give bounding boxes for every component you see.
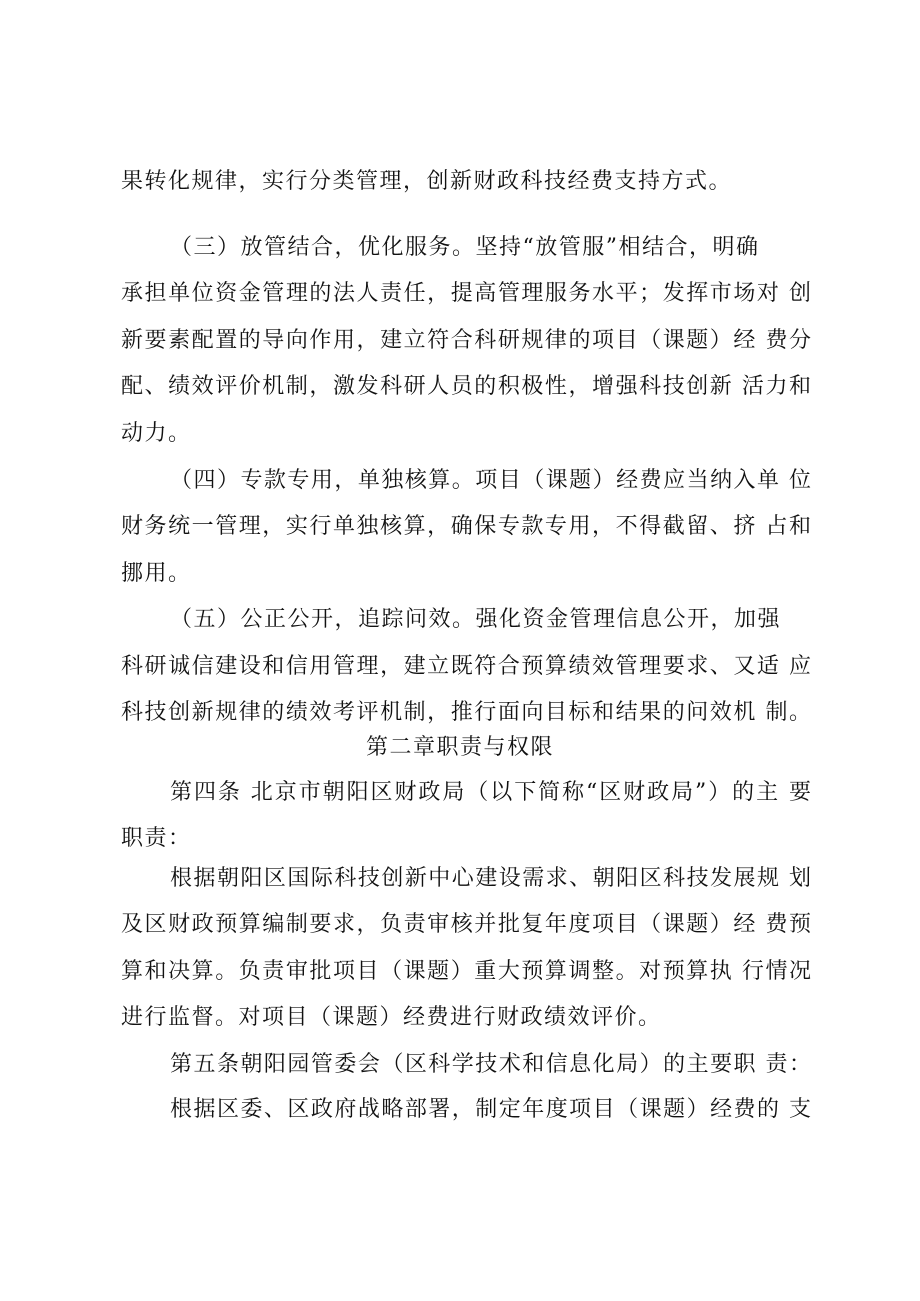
paragraph-line: 职责：: [121, 826, 192, 851]
paragraph-line: 算和决算。负责审批项目（课题）重大预算调整。对预算执 行情况: [121, 959, 811, 984]
paragraph-line: （五）公正公开，追踪问效。强化资金管理信息公开，加强: [170, 607, 782, 632]
paragraph-line: 承担单位资金管理的法人责任，提高管理服务水平；发挥市场对 创: [121, 281, 811, 306]
paragraph-line: （三）放管结合，优化服务。坚持“放管服”相结合，明确: [170, 235, 760, 260]
paragraph-line: 第四条 北京市朝阳区财政局（以下简称“区财政局”）的主 要: [170, 780, 811, 805]
paragraph-line: 挪用。: [121, 561, 192, 586]
paragraph-line: （四）专款专用，单独核算。项目（课题）经费应当纳入单 位: [170, 468, 811, 493]
paragraph-line: 财务统一管理，实行单独核算，确保专款专用，不得截留、挤 占和: [121, 514, 811, 539]
paragraph-line: 第五条朝阳园管委会（区科学技术和信息化局）的主要职 责：: [170, 1052, 811, 1077]
paragraph-line: 科技创新规律的绩效考评机制，推行面向目标和结果的问效机 制。: [121, 700, 811, 725]
chapter-heading: 第二章职责与权限: [365, 735, 554, 760]
paragraph-line: 进行监督。对项目（课题）经费进行财政绩效评价。: [121, 1005, 662, 1030]
paragraph-line: 果转化规律，实行分类管理，创新财政科技经费支持方式。: [121, 169, 733, 194]
paragraph-line: 动力。: [121, 421, 192, 446]
paragraph-line: 配、绩效评价机制，激发科研人员的积极性，增强科技创新 活力和: [121, 374, 811, 399]
paragraph-line: 根据朝阳区国际科技创新中心建设需求、朝阳区科技发展规 划: [170, 866, 811, 891]
paragraph-line: 科研诚信建设和信用管理，建立既符合预算绩效管理要求、又适 应: [121, 654, 811, 679]
paragraph-line: 根据区委、区政府战略部署，制定年度项目（课题）经费的 支: [170, 1097, 811, 1122]
paragraph-line: 新要素配置的导向作用，建立符合科研规律的项目（课题）经 费分: [121, 328, 811, 353]
paragraph-line: 及区财政预算编制要求，负责审核并批复年度项目（课题）经 费预: [121, 912, 811, 937]
